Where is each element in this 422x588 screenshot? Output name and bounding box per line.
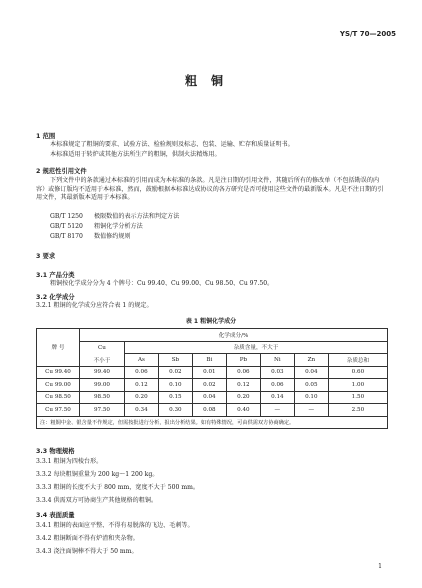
reference-code: GB/T 8170 [50, 233, 83, 240]
cell-total: 1.50 [328, 391, 387, 404]
reference-item [50, 233, 131, 242]
section-3-3-4: 3.3.4 供需双方可协商生产其他规格的粗铜。 [36, 497, 158, 504]
section-3-4-heading: 3.4 表面质量 [36, 512, 75, 519]
reference-title: 数值修约规则 [94, 233, 131, 240]
cell-ni: 0.06 [260, 379, 294, 392]
table-row [37, 366, 388, 379]
header-composition: 化学成分/% [80, 329, 388, 342]
section-2-heading: 2 规范性引用文件 [36, 168, 87, 175]
cell-grade: Cu 98.50 [37, 391, 80, 404]
cell-pb: 0.40 [226, 404, 260, 417]
cell-bi: 0.08 [192, 404, 226, 417]
cell-ni: — [260, 404, 294, 417]
section-3-3-3: 3.3.3 粗铜的长度不大于 800 mm，宽度不大于 500 mm。 [36, 484, 199, 491]
cell-cu: 99.00 [80, 379, 125, 392]
header-cu-min: 不小于 [80, 354, 125, 367]
header-sb: Sb [158, 354, 192, 367]
cell-sb: 0.10 [158, 379, 192, 392]
cell-as: 0.20 [124, 391, 158, 404]
cell-zn: 0.04 [294, 366, 328, 379]
section-1-heading: 1 范围 [36, 133, 56, 140]
section-3-3-2: 3.3.2 每块粗铜重量为 200 kg～1 200 kg。 [36, 471, 159, 478]
table-row [37, 391, 388, 404]
cell-sb: 0.02 [158, 366, 192, 379]
chemical-composition-table [36, 328, 388, 429]
header-grade: 牌 号 [37, 329, 80, 367]
header-ni: Ni [260, 354, 294, 367]
cell-zn: 0.10 [294, 391, 328, 404]
cell-total: 2.50 [328, 404, 387, 417]
table-caption: 表 1 粗铜化学成分 [185, 318, 237, 325]
table-header-row [37, 341, 388, 354]
section-3-4-1: 3.4.1 粗铜的表面应平整、不得有易脱落的飞边、毛刺等。 [36, 522, 194, 529]
header-impurity: 杂质含量，不大于 [124, 341, 387, 354]
cell-as: 0.12 [124, 379, 158, 392]
cell-pb: 0.12 [226, 379, 260, 392]
reference-title: 粗铜化学分析方法 [94, 223, 143, 230]
cell-pb: 0.06 [226, 366, 260, 379]
cell-sb: 0.15 [158, 391, 192, 404]
cell-zn: — [294, 404, 328, 417]
reference-code: GB/T 1250 [50, 213, 83, 220]
page-number: 1 [378, 563, 382, 570]
cell-as: 0.06 [124, 366, 158, 379]
reference-item [50, 223, 143, 232]
section-3-2-heading: 3.2 化学成分 [36, 294, 75, 301]
header-total-impurity: 杂质总和 [328, 354, 387, 367]
section-3-1-heading: 3.1 产品分类 [36, 272, 75, 279]
cell-bi: 0.01 [192, 366, 226, 379]
standard-number: YS/T 70—2005 [339, 30, 396, 38]
table-note-row [37, 416, 388, 429]
header-as: As [124, 354, 158, 367]
cell-total: 1.00 [328, 379, 387, 392]
cell-sb: 0.30 [158, 404, 192, 417]
table-row [37, 379, 388, 392]
table-row [37, 404, 388, 417]
document-title: 粗铜 [184, 74, 237, 88]
section-3-4-3: 3.4.3 浇注面铜棒不得大于 50 mm。 [36, 548, 138, 555]
section-1-paragraph-1: 本标准规定了粗铜的要求、试验方法、检验规则及标志、包装、运输、贮存和质量证明书。 [50, 141, 294, 148]
table-header-row [37, 354, 388, 367]
reference-title: 极限数值的表示方法和判定方法 [94, 213, 180, 220]
header-pb: Pb [226, 354, 260, 367]
header-cu: Cu [80, 341, 125, 354]
section-3-3-1: 3.3.1 粗铜为四棱台形。 [36, 458, 103, 465]
header-bi: Bi [192, 354, 226, 367]
table-note: 注：粗铜中金、银含量不作规定，但需按批进行分析，报出分析结果。如有特殊情况，可由供需双方协商确定。 [37, 416, 388, 429]
reference-code: GB/T 5120 [50, 223, 83, 230]
cell-bi: 0.02 [192, 379, 226, 392]
cell-grade: Cu 97.50 [37, 404, 80, 417]
section-1-paragraph-2: 本标准适用于转炉或其他方法所生产的粗铜，供制火法精炼用。 [50, 151, 221, 158]
cell-cu: 98.50 [80, 391, 125, 404]
cell-grade: Cu 99.40 [37, 366, 80, 379]
cell-cu: 97.50 [80, 404, 125, 417]
cell-total: 0.60 [328, 366, 387, 379]
table-header-row [37, 329, 388, 342]
cell-zn: 0.05 [294, 379, 328, 392]
cell-cu: 99.40 [80, 366, 125, 379]
cell-pb: 0.20 [226, 391, 260, 404]
cell-bi: 0.04 [192, 391, 226, 404]
section-3-heading: 3 要求 [36, 253, 56, 260]
section-3-2-1-paragraph: 3.2.1 粗铜的化学成分应符合表 1 的规定。 [36, 302, 153, 309]
section-3-4-2: 3.4.2 粗铜断面不得有炉渣和夹杂物。 [36, 535, 139, 542]
section-3-1-paragraph: 粗铜按化学成分分为 4 个牌号：Cu 99.40、Cu 99.00、Cu 98.50、Cu 97.50。 [50, 280, 274, 287]
cell-ni: 0.14 [260, 391, 294, 404]
cell-as: 0.34 [124, 404, 158, 417]
cell-ni: 0.03 [260, 366, 294, 379]
reference-item [50, 213, 179, 222]
section-3-3-heading: 3.3 物理规格 [36, 448, 75, 455]
cell-grade: Cu 99.00 [37, 379, 80, 392]
header-zn: Zn [294, 354, 328, 367]
section-2-paragraph: 下列文件中的条款通过本标准的引用而成为本标准的条款。凡是注日期的引用文件，其随后所有的修改单（不包括勘误的内容）或修订版均不适用于本标准，然而，鼓励根据本标准达成协议的各方研究是否可使用这些文件的最新版本。凡是不注日期的引用文件，其最新版本适用于本标准。 [36, 177, 384, 202]
